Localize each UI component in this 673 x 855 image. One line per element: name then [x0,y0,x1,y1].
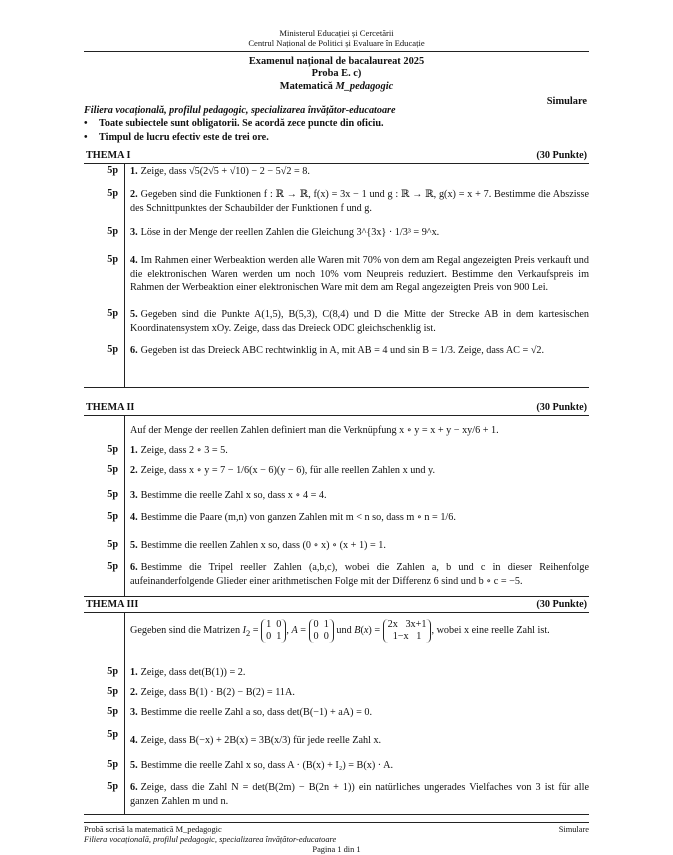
exam-name: Examenul național de bacalaureat 2025 [248,55,425,67]
question-row [84,225,589,253]
question-text: 4. Im Rahmen einer Werbeaktion werden alle Waren mit 70% von dem am Regal angezeigten Preis verkauft und die elektronischen Waren werden um noch 10% vom Neupreis reduziert. Bestimme den Verkaufspreis im Rahmen der Werbeaktion einer elektronischen Ware mit dem am Regal angezeigten Preis von 900 Lei. [124,253,589,307]
question-text: 1. Zeige, dass det(B(1)) = 2. [124,665,589,685]
thema-1-items [84,164,589,388]
question-text: 6. Gegeben ist das Dreieck ABC rechtwinklig in A, mit AB = 4 und sin B = 1/3. Zeige, dass AC = √2. [124,343,589,387]
question-points: 5p [107,706,118,718]
thema-points: (30 Punkte) [536,402,587,413]
exam-title [0,56,673,94]
question-points: 5p [107,781,118,793]
question-text: 5. Bestimme die reelle Zahl x so, dass A · (B(x) + I₂) = B(x) · A. [124,758,589,780]
question-text: 1. Zeige, dass 2 ∘ 3 = 5. [124,443,589,463]
question-points: 5p [107,188,118,200]
identity-matrix: 1 0 0 1 [261,619,286,642]
question-text: 2. Zeige, dass x ∘ y = 7 − 1/6(x − 6)(y − 6), für alle reellen Zahlen x und y. [124,463,589,488]
question-text: 5. Gegeben sind die Punkte A(1,5), B(5,3), C(8,4) und D die Mitte der Strecke AB in dem kartesischen Koordinatensystem xOy. Zeige, dass das Dreieck ODC gleichschenklig ist. [124,307,589,343]
question-row [84,728,589,758]
question-points: 5p [107,561,118,573]
matrix-a: 0 1 0 0 [309,619,334,642]
question-row [84,685,589,705]
footer-line-1: Probă scrisă la matematică M_pedagogic [84,825,222,834]
question-row [84,665,589,685]
question-text: 4. Zeige, dass B(−x) + 2B(x) = 3B(x/3) für jede reelle Zahl x. [124,728,589,758]
question-points: 5p [107,165,118,177]
question-row [84,443,589,463]
thema-3-section [84,598,589,815]
thema-title: THEMA I [86,150,131,161]
thema-intro: Gegeben sind die Matrizen $I_2 = 1$ 0 0 1, A = 0 1 0 0 und B(x) = 2x 3x+1 1−x 1, wobei x eine reelle Zahl ist. [124,613,589,665]
page-footer [84,822,589,855]
question-text: 5. Bestimme die reellen Zahlen x so, dass (0 ∘ x) ∘ (x + 1) = 1. [124,538,589,560]
question-points: 5p [107,539,118,551]
question-text: 2. Zeige, dass B(1) · B(2) − B(2) = 11A. [124,685,589,705]
thema-2-items [84,416,589,597]
thema-title: THEMA II [86,402,135,413]
instruction-item: • Timpul de lucru efectiv este de trei ore. [84,131,673,144]
question-points: 5p [107,444,118,456]
document-header [0,0,673,49]
question-points: 5p [107,666,118,678]
question-row [84,758,589,780]
simulare-label: Simulare [546,96,587,107]
question-points: 5p [107,308,118,320]
thema-points: (30 Punkte) [536,150,587,161]
question-row [84,488,589,510]
question-points: 5p [107,511,118,523]
question-text: 6. Bestimme die Tripel reeller Zahlen (a,b,c), wobei die Zahlen a, b und c in dieser Reihenfolge aufeinanderfolgende Glieder einer arithmetischen Folge mit der Differenz 6 sind und b ∘ c = −5. [124,560,589,596]
question-points: 5p [107,464,118,476]
question-text: 2. Gegeben sind die Funktionen f : ℝ → ℝ, f(x) = 3x − 1 und g : ℝ → ℝ, g(x) = x + 7. Bestimme die Abszisse des Schnittpunktes der Schaubilder der Funktionen f und g. [124,187,589,225]
question-row [84,780,589,814]
filiera-text: Filiera vocațională, profilul pedagogic, specializarea învățător-educatoare [84,104,396,116]
instructions-list [84,117,673,144]
page-number: Pagina 1 din 1 [312,845,361,855]
subject-prefix: Matematică [279,81,336,92]
question-text: 6. Zeige, dass die Zahl N = det(B(2m) − B(2n + 1)) ein natürliches ungerades Vielfaches von 3 ist für alle ganzen Zahlen m und n. [124,780,589,814]
header-divider [84,51,589,52]
subject-italic: M_pedagogic [335,81,394,92]
question-text: 3. Löse in der Menge der reellen Zahlen die Gleichung 3^{3x} · 1/3³ = 9^x. [124,225,589,253]
thema-3-items [84,613,589,815]
question-row [84,253,589,307]
question-row [84,164,589,187]
question-row [84,463,589,488]
intro-row [84,416,589,443]
question-text: 4. Bestimme die Paare (m,n) von ganzen Zahlen mit m < n so, dass m ∘ n = 1/6. [124,510,589,538]
question-points: 5p [107,686,118,698]
question-points: 5p [107,344,118,356]
matrix-b: 2x 3x+1 1−x 1 [383,619,432,642]
instruction-item: • Toate subiectele sunt obligatorii. Se acordă zece puncte din oficiu. [84,117,673,130]
thema-1-section [84,149,589,388]
question-row [84,560,589,596]
question-row [84,538,589,560]
intro-row [84,613,589,665]
thema-3-heading [84,598,589,613]
thema-2-section [84,401,589,597]
center-name: Centrul Național de Politici și Evaluare în Educație [248,38,425,49]
exam-subject [0,81,673,94]
ministry-name: Ministerul Educației și Cercetării [279,28,394,38]
thema-title: THEMA III [86,599,139,610]
footer-simulare: Simulare [558,825,589,834]
question-points: 5p [107,759,118,771]
question-points: 5p [107,226,118,238]
question-text: 1. Zeige, dass √5(2√5 + √10) − 2 − 5√2 = 8. [124,164,589,187]
thema-points: (30 Punkte) [536,599,587,610]
question-points: 5p [107,729,118,741]
question-points: 5p [107,489,118,501]
question-row [84,343,589,387]
exam-proba: Proba E. c) [311,68,362,80]
question-points: 5p [107,254,118,266]
footer-line-2: Filiera vocațională, profilul pedagogic, specializarea învățător-educatoare [84,835,337,845]
thema-1-heading [84,149,589,164]
question-row [84,705,589,728]
thema-2-heading [84,401,589,416]
question-row [84,187,589,225]
question-row [84,307,589,343]
question-text: 3. Bestimme die reelle Zahl x so, dass x ∘ 4 = 4. [124,488,589,510]
thema-intro: Auf der Menge der reellen Zahlen definiert man die Verknüpfung x ∘ y = x + y − xy/6 + 1. [124,416,589,443]
question-row [84,510,589,538]
question-text: 3. Bestimme die reelle Zahl a so, dass det(B(−1) + aA) = 0. [124,705,589,728]
